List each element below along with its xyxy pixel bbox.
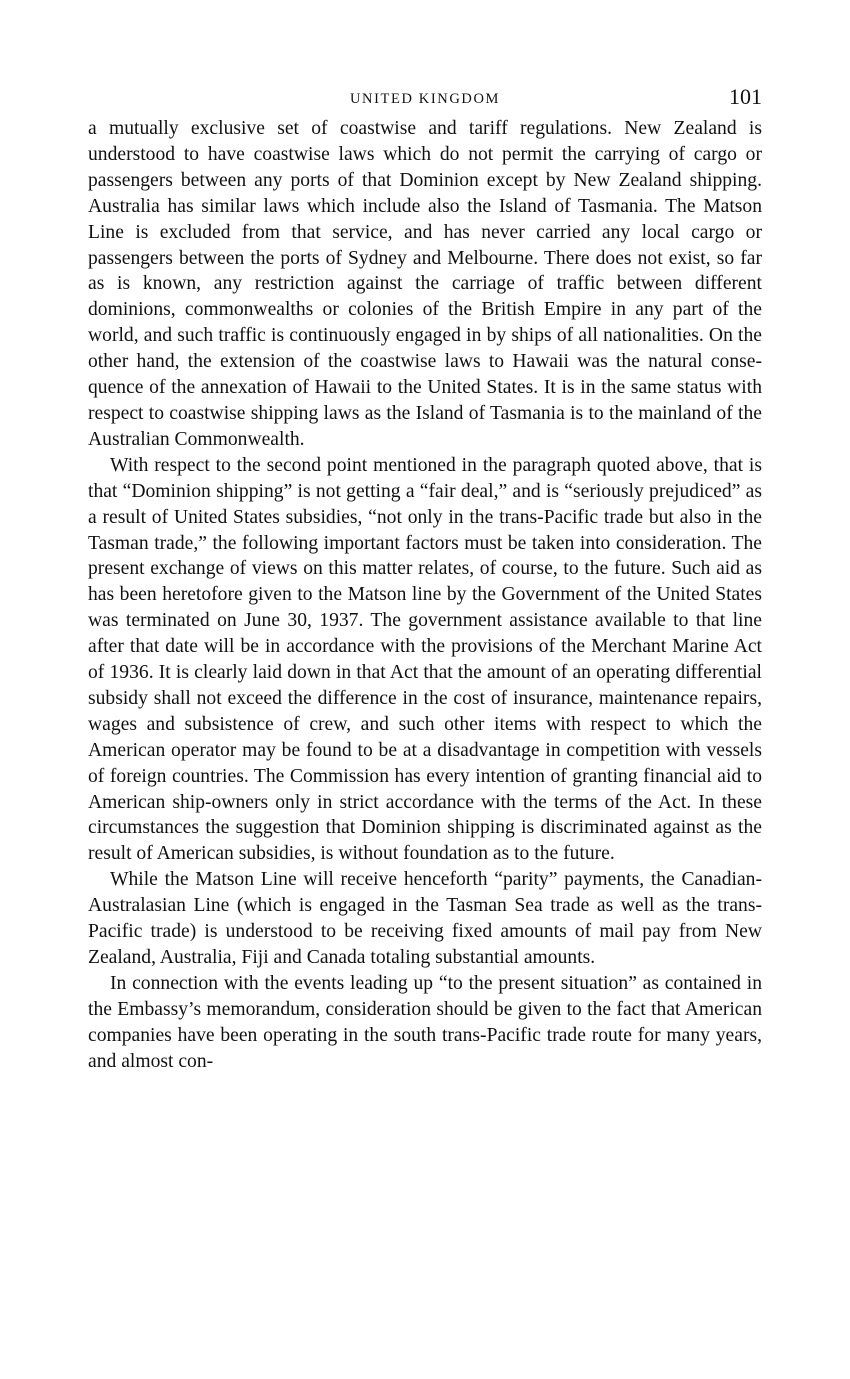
page-number: 101 xyxy=(729,84,762,109)
paragraph-events-leading-up: In connection with the events leading up “to the present situation” as contained in the Embassy’s memorandum, consideration should be given to the fact that American companies have been operating in the south trans-Pacific trade route for many years, and almost con- xyxy=(88,972,762,1072)
paragraph-parity-payments: While the Matson Line will receive henceforth “parity” payments, the Canadian-Australasian Line (which is engaged in the Tasman Sea trade as well as the trans-Pacific trade) is understood to be receiving fixed amounts of mail pay from New Zealand, Australia, Fiji and Canada totaling substantial amounts. xyxy=(88,869,762,968)
body-text xyxy=(88,116,762,1075)
document-page xyxy=(88,82,762,1075)
running-header xyxy=(88,82,762,116)
paragraph-continued: a mutually exclusive set of coastwise and tariff regulations. New Zealand is understood to have coastwise laws which do not permit the carrying of cargo or passengers between any ports of that Dominion except by New Zealand shipping. Australia has similar laws which include also the Island of Tasmania. The Matson Line is excluded from that service, and has never carried any local cargo or passengers between the ports of Sydney and Melbourne. There does not exist, so far as is known, any restriction against the carriage of traffic between different dominions, commonwealths or colonies of the British Empire in any part of the world, and such traffic is continuously engaged in by ships of all nationalities. On the other hand, the extension of the coastwise laws to Hawaii was the natural consequence of the annexation of Hawaii to the United States. It is in the same status with respect to coastwise shipping laws as the Island of Tasmania is to the mainland of the Australian Commonwealth. xyxy=(88,118,762,450)
running-title: UNITED KINGDOM xyxy=(349,91,501,107)
paragraph-second-point: With respect to the second point mentioned in the paragraph quoted above, that is that “Dominion shipping” is not getting a “fair deal,” and is “seriously prejudiced” as a result of United States subsidies, “not only in the trans-Pacific trade but also in the Tasman trade,” the following important factors must be taken into consideration. The present exchange of views on this matter relates, of course, to the future. Such aid as has been heretofore given to the Matson line by the Government of the United States was terminated on June 30, 1937. The government assistance available to that line after that date will be in accordance with the provisions of the Merchant Marine Act of 1936. It is clearly laid down in that Act that the amount of an operating differential subsidy shall not exceed the difference in the cost of insurance, maintenance repairs, wages and subsistence of crew, and such other items with respect to which the American operator may be found to be at a disadvantage in competition with vessels of foreign countries. The Commission has every intention of granting financial aid to American ship-owners only in strict accordance with the terms of the Act. In these circumstances the suggestion that Dominion shipping is discriminated against as the result of American subsidies, is without foundation as to the future. xyxy=(88,454,762,865)
